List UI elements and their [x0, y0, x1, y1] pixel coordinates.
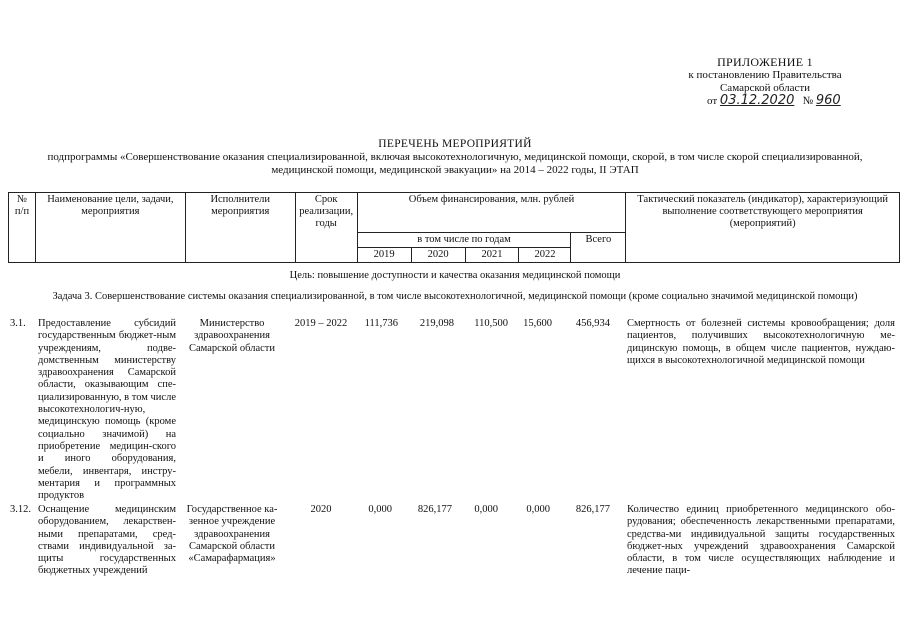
row-1-name: Предоставление субсидий государственным бюджет-ным учреждениям, подве-домственным министерству здравоохранения Самарской области, оказывающим спе-циализированную, в том числе высокотехнологич-ную, медицинскую помощь (кроме социально значимой) на приобретение медицин-ского и иного оборудования, мебели, инвентаря, инстру-ментария и программных продуктов	[38, 318, 176, 502]
row-1-2020: 219,098	[419, 318, 454, 329]
header-cell-term: Срок реализации, годы	[295, 193, 357, 263]
resolution-number: 960	[815, 93, 841, 108]
row-2-2022: 0,000	[526, 504, 550, 515]
header-year-2021: 2021	[465, 248, 519, 263]
row-1-2022: 15,600	[523, 318, 552, 329]
appendix-line-2: Самарской области	[719, 82, 811, 94]
document-heading	[20, 138, 890, 177]
task-line: Задача 3. Совершенствование системы оказания специализированной, в том числе высокотехнологичной, медицинской помощи (кроме социально значимой медицинской помощи)	[52, 291, 858, 302]
row-2-name: Оснащение медицинским оборудованием, лекарствен-ными препаратами, сред-ствами индивидуальной за-щиты государственных бюджетных учреждений	[38, 504, 176, 577]
row-1-executor: Министерство здравоохранения Самарской области	[189, 318, 275, 354]
number-label: №	[802, 95, 814, 107]
header-year-2020: 2020	[411, 248, 465, 263]
row-1-indicator: Смертность от болезней системы кровообращения; доля пациентов, получивших высокотехнологичную ме-дицинскую помощь, в общем числе пациентов, нуждаю-щихся в высокотехнологичной медицинской помощи	[627, 318, 895, 366]
document-subtitle-2: медицинской помощи, медицинской эвакуации» на 2014 – 2022 годы, II ЭТАП	[271, 164, 639, 176]
from-label: от	[707, 95, 718, 107]
row-2-total: 826,177	[575, 504, 610, 515]
header-cell-indicator: Тактический показатель (индикатор), характеризующий выполнение соответствующего мероприятия (мероприятий)	[626, 193, 900, 263]
resolution-date-number	[707, 93, 841, 108]
appendix-line-1: к постановлению Правительства	[688, 69, 842, 81]
appendix-block	[640, 56, 890, 95]
row-1-2019: 111,736	[364, 318, 398, 329]
goal-line: Цель: повышение доступности и качества оказания медицинской помощи	[289, 270, 621, 281]
row-2-no: 3.12.	[10, 504, 31, 515]
header-year-2019: 2019	[357, 248, 411, 263]
row-1-no: 3.1.	[10, 318, 26, 329]
header-cell-executor: Исполнители мероприятия	[185, 193, 295, 263]
row-2-executor: Государственное ка-зенное учреждение здравоохранения Самарской области «Самарафармация»	[186, 504, 278, 565]
header-cell-by-year: в том числе по годам	[357, 233, 571, 248]
row-2-term: 2020	[310, 504, 332, 515]
row-2-2019: 0,000	[368, 504, 392, 515]
table-header	[8, 192, 900, 263]
row-1-2021: 110,500	[474, 318, 508, 329]
row-2-2020: 826,177	[417, 504, 452, 515]
resolution-date: 03.12.2020	[719, 93, 795, 108]
row-2-indicator: Количество единиц приобретенного медицинского обо-рудования; обеспеченность лекарственными препаратами, средства-ми индивидуальной защиты государственных бюджет-ных учреждений здравоохранения Самарской области, в том числе осуществляющих наблюдение и лечение паци-	[627, 504, 895, 577]
document-title: ПЕРЕЧЕНЬ МЕРОПРИЯТИЙ	[378, 138, 532, 150]
header-cell-no: № п/п	[9, 193, 36, 263]
header-cell-name: Наименование цели, задачи, мероприятия	[35, 193, 185, 263]
appendix-title: ПРИЛОЖЕНИЕ 1	[717, 55, 813, 69]
row-1-term: 2019 – 2022	[294, 318, 348, 329]
row-1-total: 456,934	[575, 318, 610, 329]
header-cell-total: Всего	[571, 233, 626, 263]
document-subtitle-1: подпрограммы «Совершенствование оказания специализированной, включая высокотехнологичную, медицинской помощи, скорой, в том числе скорой специализированной,	[47, 151, 863, 163]
row-2-2021: 0,000	[474, 504, 498, 515]
header-cell-financing: Объем финансирования, млн. рублей	[357, 193, 626, 233]
header-year-2022: 2022	[519, 248, 571, 263]
